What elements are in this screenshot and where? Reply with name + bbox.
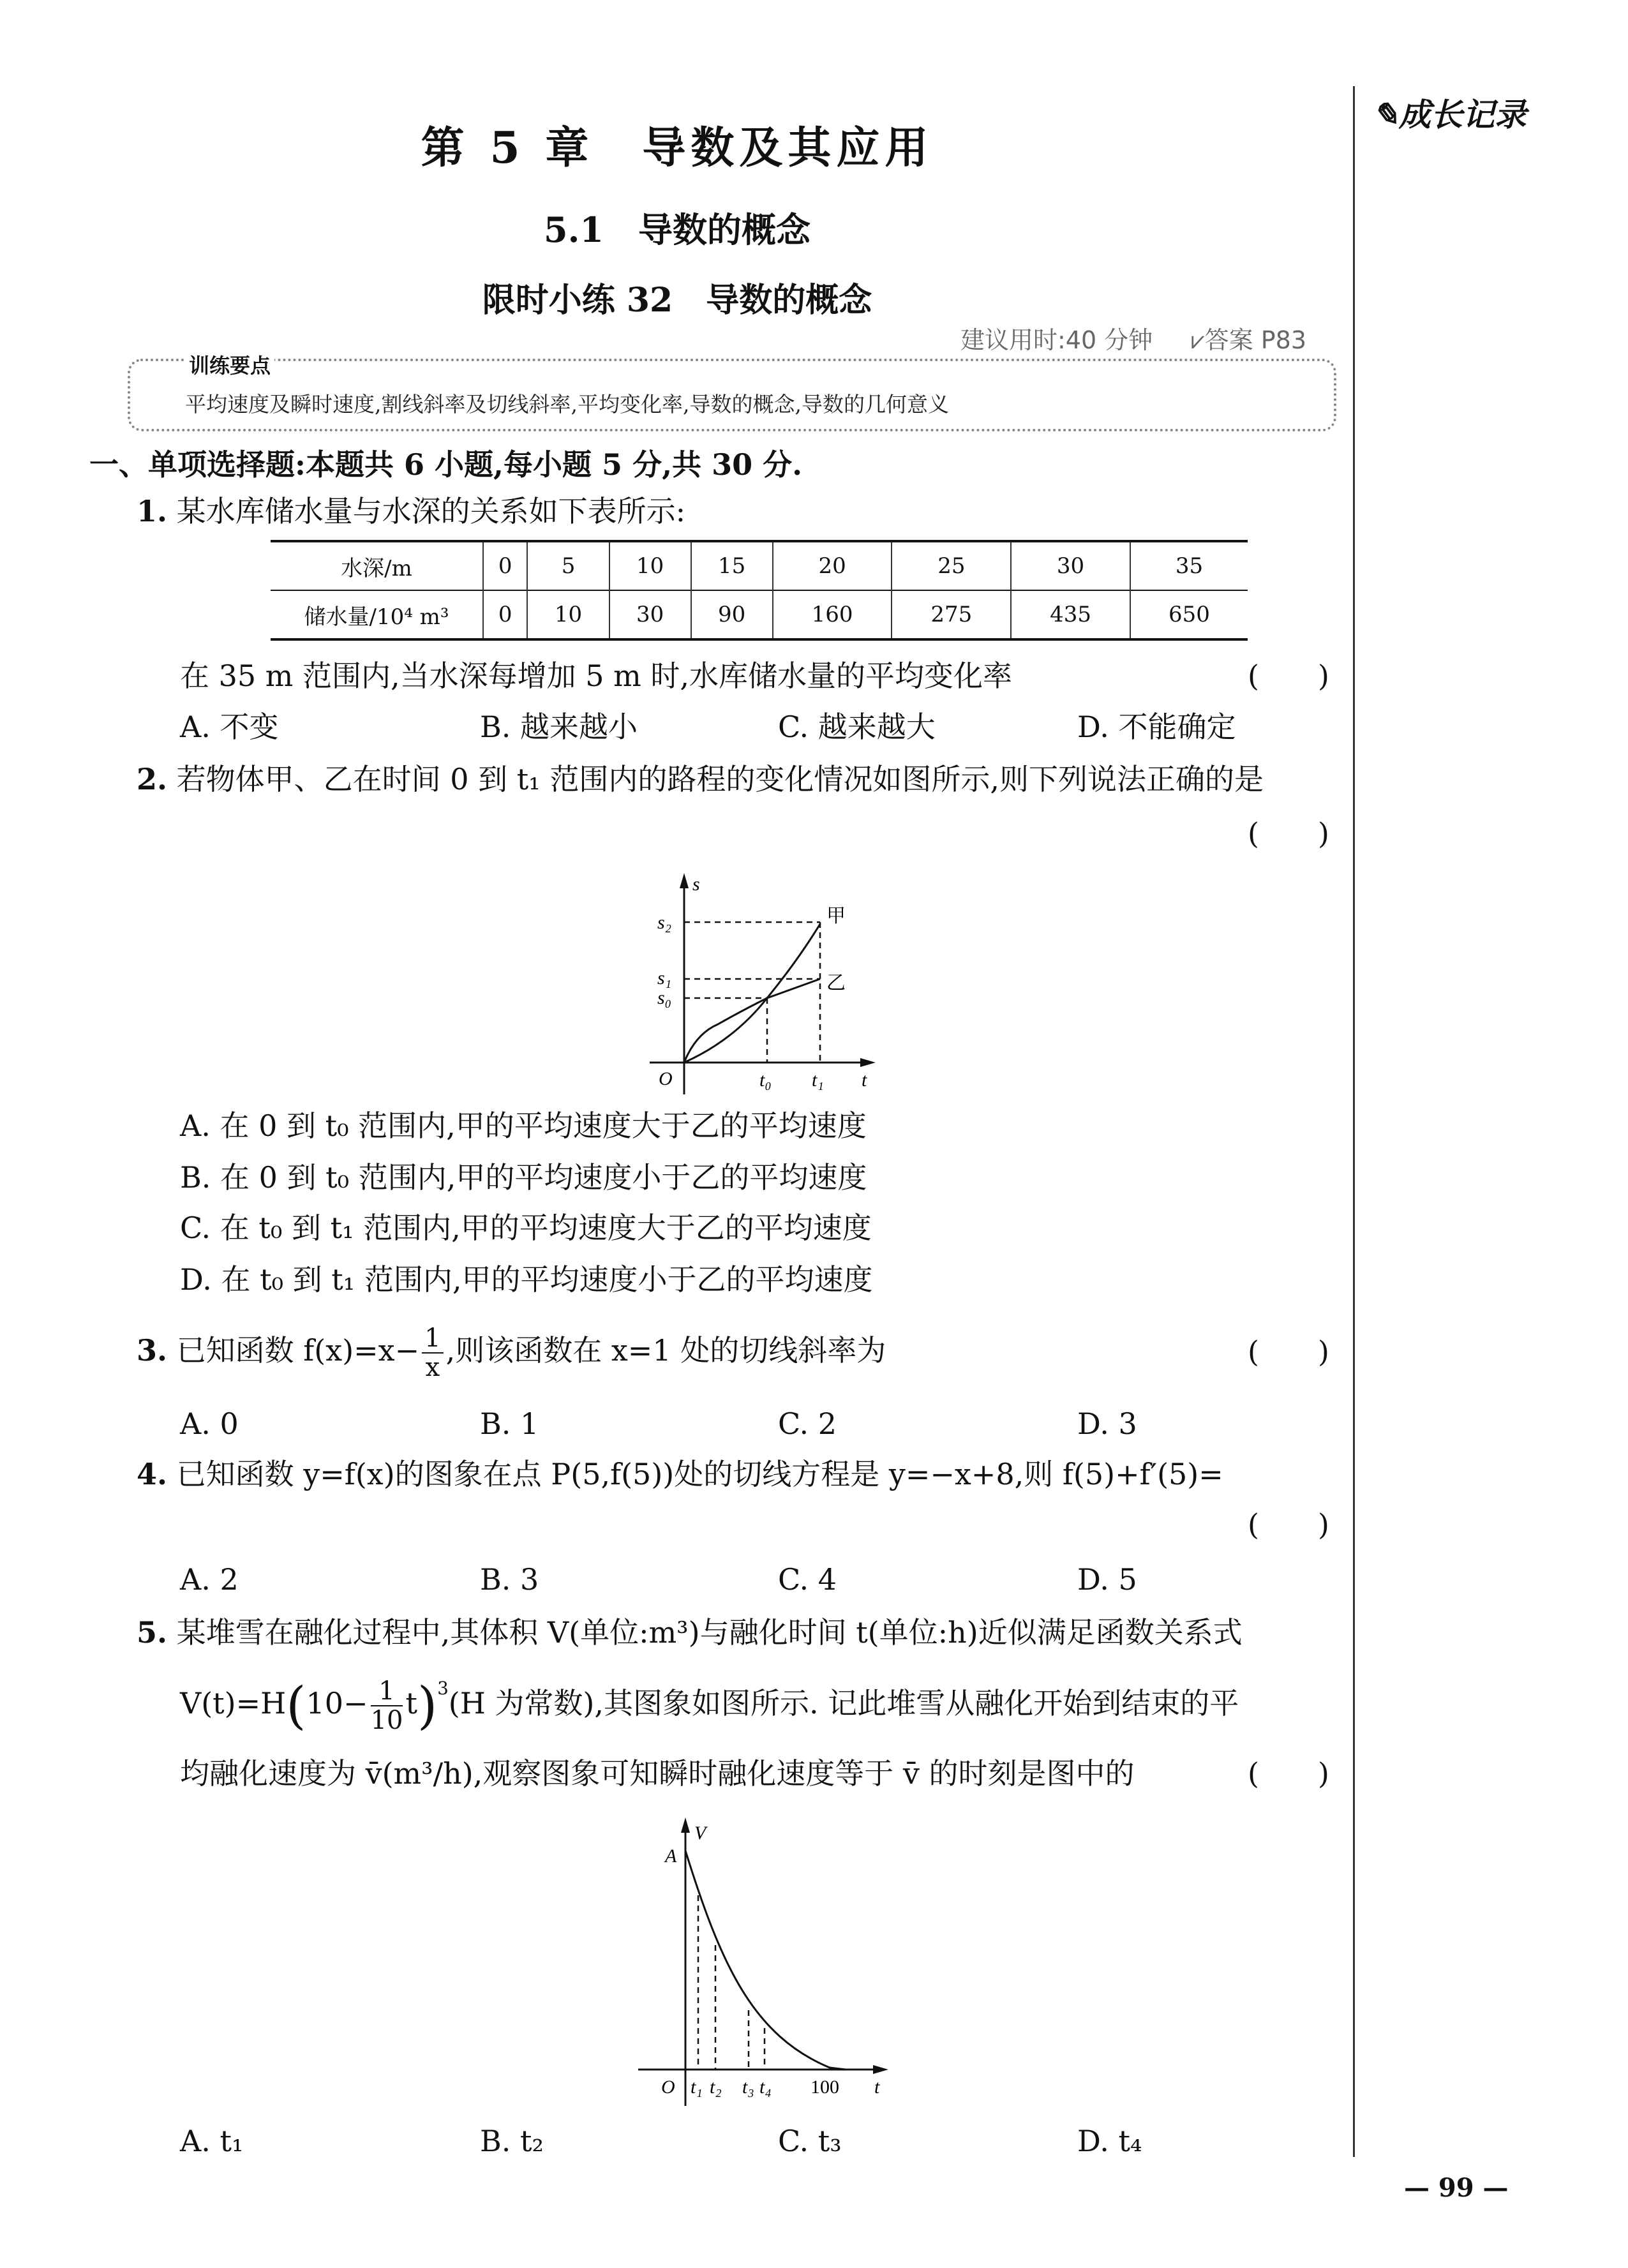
q5-line1: 5. 某堆雪在融化过程中,其体积 V(单位:m³)与融化时间 t(单位:h)近似满足函数关系式 [137,1615,1243,1650]
option-d: D. 在 t₀ 到 t₁ 范围内,甲的平均速度小于乙的平均速度 [180,1262,873,1297]
key-points-text: 平均速度及瞬时速度,割线斜率及切线斜率,平均变化率,导数的概念,导数的几何意义 [185,392,949,417]
growth-record-badge [1372,89,1527,135]
t2-label: t₂ [710,2077,722,2098]
chapter-title: 第 5 章 导数及其应用 [421,123,934,174]
option-a: A. 0 [180,1406,239,1441]
origin-label: O [661,2077,675,2098]
arrow-icon [681,1817,690,1833]
s1-label: s₁ [657,967,672,989]
answer-blank: ( ) [1248,816,1329,851]
jia-label: 甲 [826,905,846,927]
q1-table [271,540,1248,641]
section-title: 5.1 导数的概念 [544,209,810,250]
t4-label: t₄ [759,2077,772,2098]
fraction: $\frac{1}{x}$ [422,1324,443,1382]
option-a: A. t₁ [180,2124,244,2158]
option-b: B. 越来越小 [480,710,638,744]
s0-label: s₀ [657,987,672,1008]
t0-label: t₀ [759,1070,772,1091]
section-heading: 一、单项选择题:本题共 6 小题,每小题 5 分,共 30 分. [89,447,803,482]
answer-blank: ( ) [1248,659,1329,693]
q3-stem: 3. 已知函数 f(x)=x− $\frac{1}{x}$ ,则该函数在 x=1 处的切线斜率为 [137,1324,886,1382]
t-label: t [862,1070,867,1091]
option-a: A. 不变 [180,710,279,744]
answer-blank: ( ) [1248,1756,1329,1791]
volume-curve [685,1851,846,2070]
arrow-icon [860,1058,876,1067]
table-row: 储水量/10⁴ m³ 0 10 30 90 160 275 435 650 [271,590,1248,639]
answer-blank: ( ) [1248,1507,1329,1542]
page-number: — 99 — [1404,2173,1509,2203]
option-d: D. t₄ [1077,2124,1142,2158]
q2-stem: 2. 若物体甲、乙在时间 0 到 t₁ 范围内的路程的变化情况如图所示,则下列说法正确的是 [137,762,1264,796]
option-c: C. 在 t₀ 到 t₁ 范围内,甲的平均速度大于乙的平均速度 [180,1211,872,1245]
option-b: B. 1 [480,1406,539,1441]
origin-label: O [659,1068,673,1089]
q1-stem: 1. 某水库储水量与水深的关系如下表所示: [137,494,686,528]
yi-label: 乙 [826,972,846,994]
a-label: A [665,1846,677,1867]
option-c: C. t₃ [778,2124,842,2158]
arrow-icon [680,873,689,888]
q5-figure [606,1787,925,2106]
t3-label: t₃ [742,2077,754,2098]
t-label: t [874,2077,880,2098]
end-label: 100 [810,2077,839,2098]
option-d: D. 3 [1077,1406,1137,1441]
s-label: s [692,874,700,895]
table-row: 水深/m 0 5 10 15 20 25 30 35 [271,541,1248,590]
t1-label: t₁ [691,2077,703,2098]
exercise-title: 限时小练 32 导数的概念 [482,281,872,320]
notebook-icon: ✎ [1372,96,1399,133]
option-c: C. 4 [778,1562,837,1597]
s2-label: s₂ [657,912,672,933]
q5-line2: V(t)=H(10− $\frac{1}{10}$ t)$^3$(H 为常数),其图象如图所示. 记此堆雪从融化开始到结束的平 [180,1676,1239,1735]
t1-label: t₁ [812,1070,824,1091]
time-meta [960,320,1306,355]
option-b: B. 3 [480,1562,539,1597]
q2-figure [606,849,925,1104]
arrow-icon [873,2065,888,2074]
q4-stem: 4. 已知函数 y=f(x)的图象在点 P(5,f(5))处的切线方程是 y=−x+8,则 f(5)+f′(5)= [137,1457,1223,1491]
margin-divider [1353,86,1355,2157]
badge-label: 成长记录 [1398,96,1527,133]
option-c: C. 越来越大 [778,710,936,744]
curve-yi [684,979,820,1063]
suggested-time: 建议用时:40 分钟 [960,326,1153,354]
option-c: C. 2 [778,1406,837,1441]
option-d: D. 不能确定 [1077,710,1236,744]
option-a: A. 在 0 到 t₀ 范围内,甲的平均速度大于乙的平均速度 [180,1108,867,1143]
q1-question: 在 35 m 范围内,当水深每增加 5 m 时,水库储水量的平均变化率 [180,659,1013,693]
option-d: D. 5 [1077,1562,1137,1597]
v-label: V [694,1823,706,1844]
curve-jia [684,924,820,1063]
fraction: $\frac{1}{10}$ [370,1676,403,1735]
option-a: A. 2 [180,1562,239,1597]
answer-blank: ( ) [1248,1334,1329,1369]
option-b: B. t₂ [480,2124,544,2158]
q5-line3: 均融化速度为 v̄(m³/h),观察图象可知瞬时融化速度等于 v̄ 的时刻是图中的 [180,1756,1135,1791]
option-b: B. 在 0 到 t₀ 范围内,甲的平均速度小于乙的平均速度 [180,1160,867,1195]
key-points-label: 训练要点 [185,350,274,379]
answer-ref: ⩗答案 P83 [1191,326,1307,354]
